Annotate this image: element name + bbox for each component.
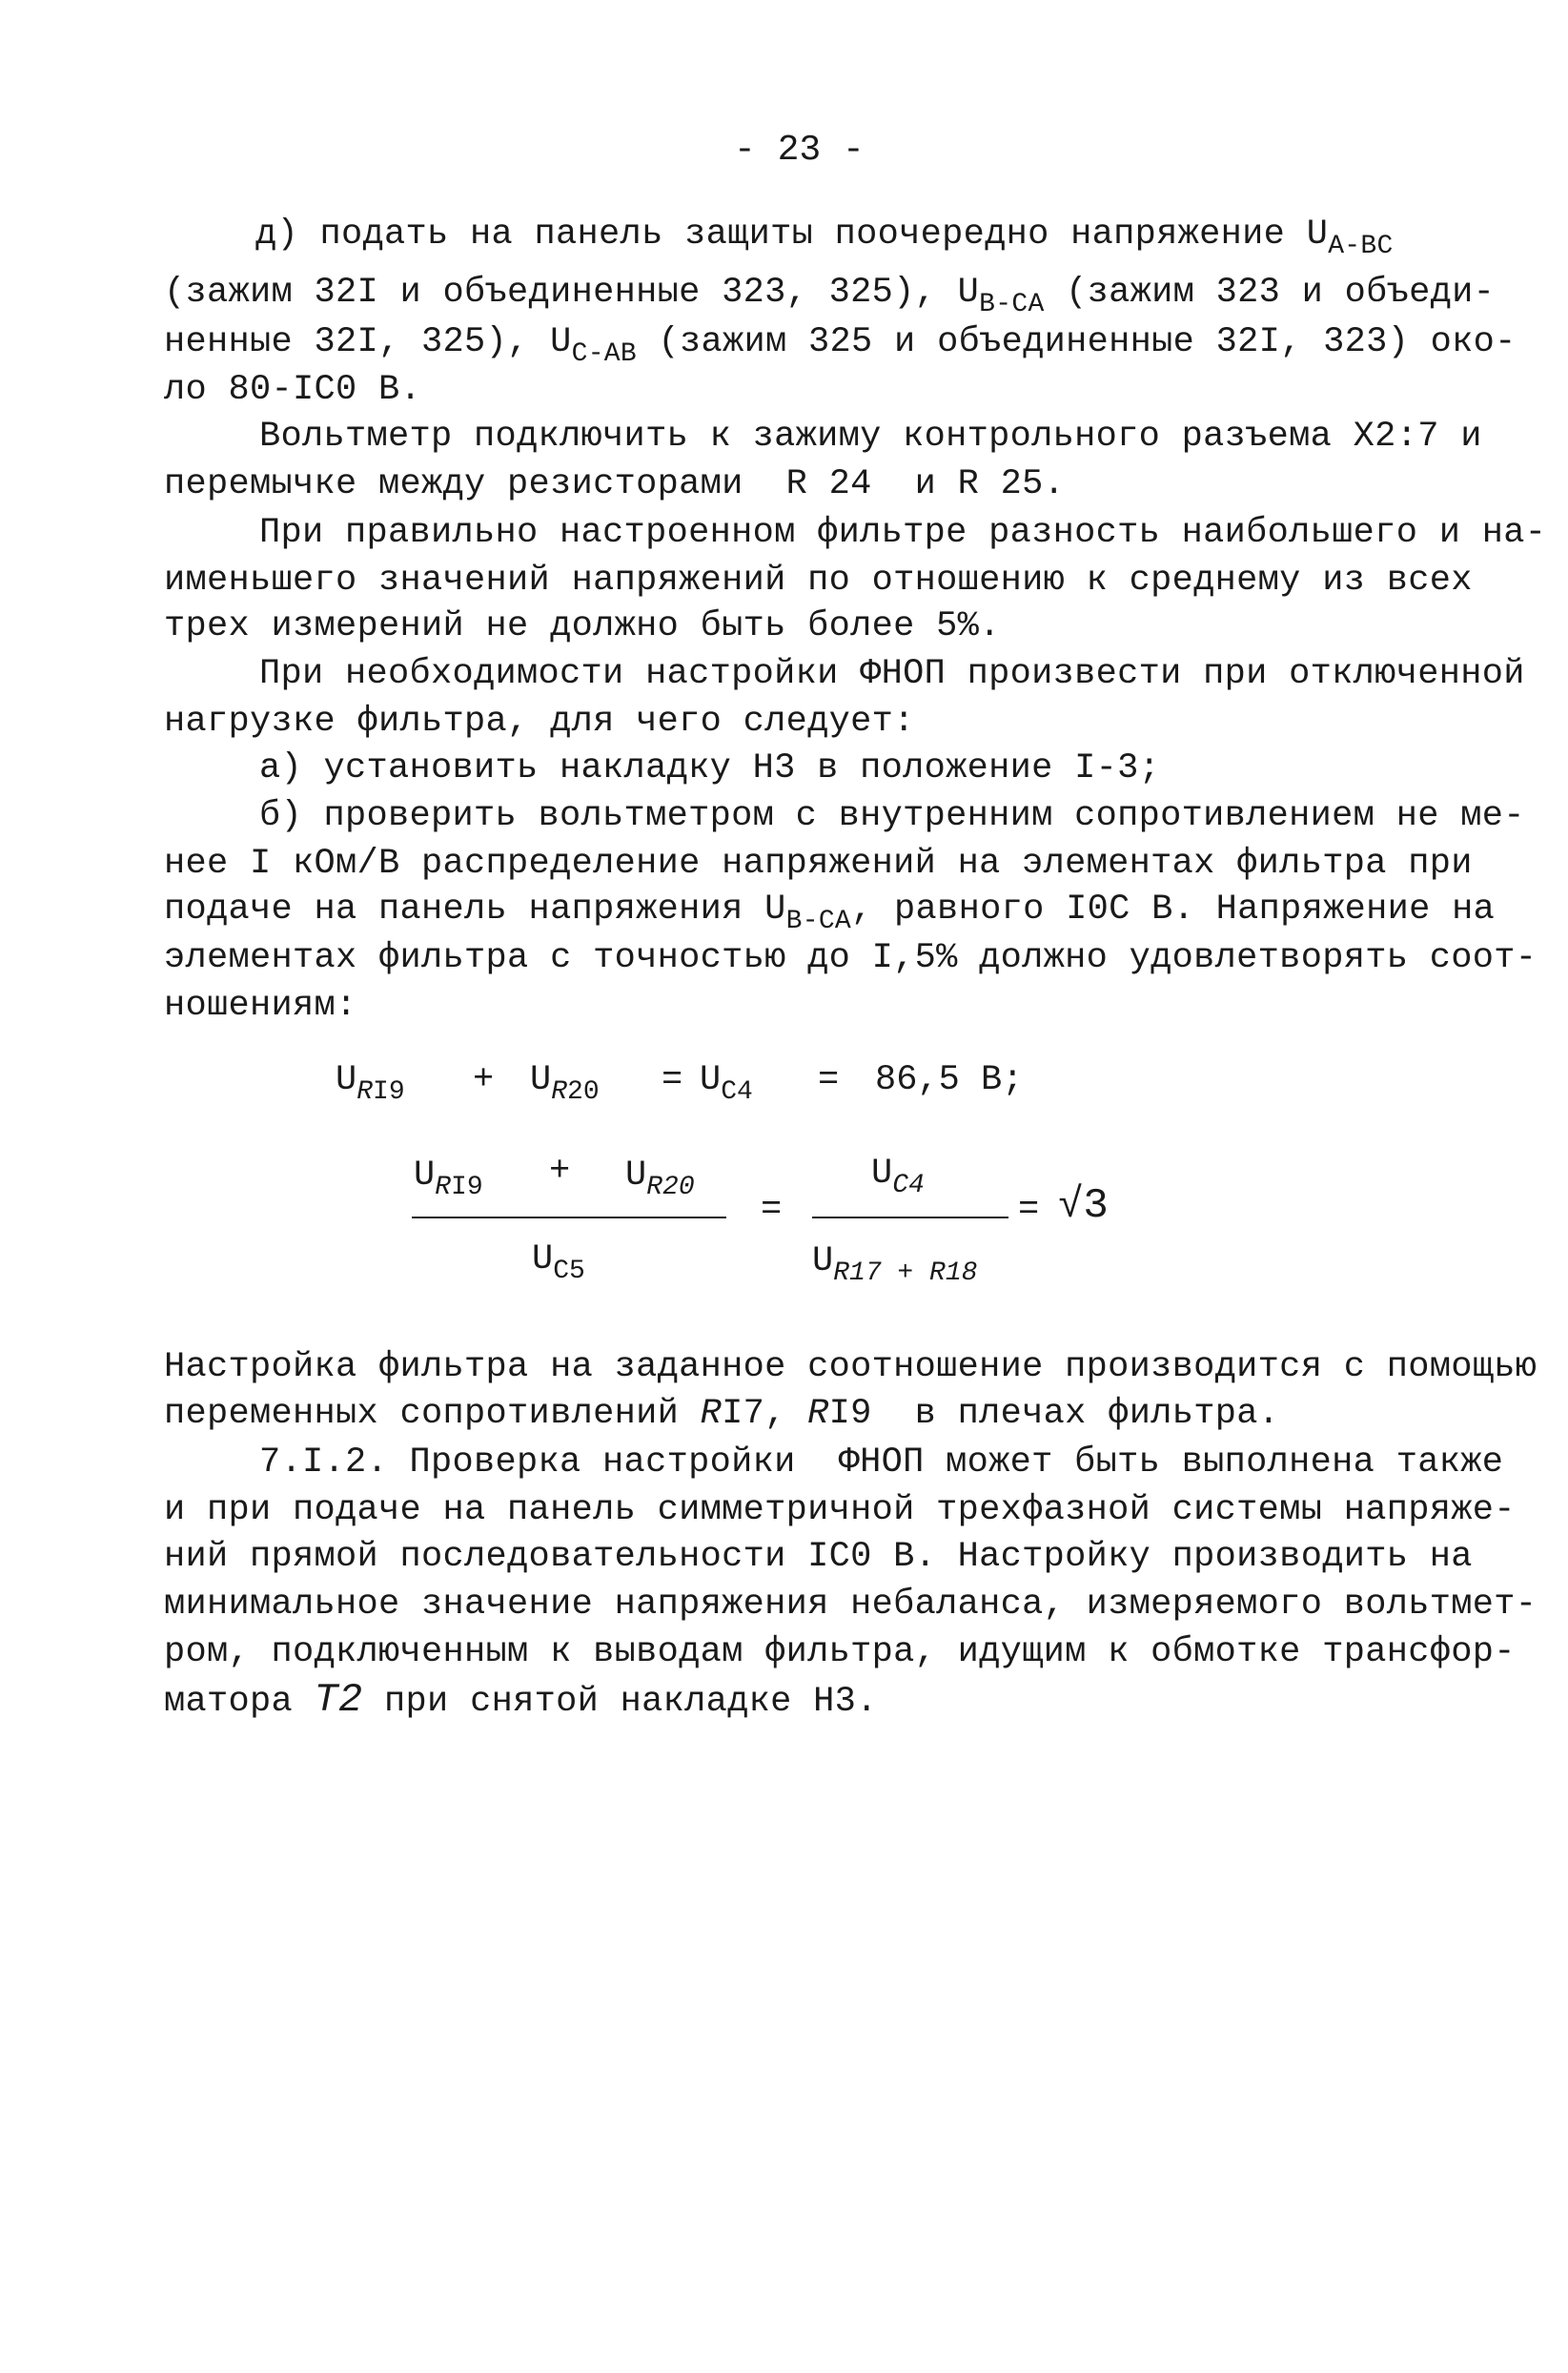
formula-2-numerator-term-2: $U_{R20}$ [625,1156,695,1202]
formula-1-term-1: $U_{RI9}$ [336,1060,405,1107]
p5-line-2: переменных сопротивлений RI7, RI9 в плечах фильтра. [164,1394,1280,1434]
p3-line-1: При правильно настроенном фильтре разность наибольшего и на- [259,513,1547,553]
formula-1-plus: + [473,1060,495,1100]
formula-2-equals-1: = [761,1190,783,1230]
p1-line-3: ненные 32I, 325), $U_{C-AB}$ (зажим 325 и объединенные 32I, 323) око- [164,322,1517,369]
p4-line-2: нагрузке фильтра, для чего следует: [164,702,915,742]
formula-2-fraction-bar-left [412,1217,726,1218]
formula-2-right-numerator: $U_{C4}$ [871,1154,925,1200]
p6-line-4: минимальное значение напряжения небаланса, измеряемого вольтмет- [164,1585,1537,1625]
formula-1-value: 86,5 В; [875,1060,1024,1100]
p1-line-1: д) подать на панель защиты поочередно напряжение $U_{A-BC}$ [255,215,1394,261]
p3-line-3: трех измерений не должно быть более 5%. [164,606,1001,646]
formula-1-equals-2: = [818,1060,840,1100]
p1-line-2: (зажим 32I и объединенные 323, 325), $U_{B-CA}$ (зажим 323 и объеди- [164,273,1496,319]
p6-line-6: матора T2 при снятой накладке Н3. [164,1677,878,1723]
formula-2-fraction-bar-right [812,1217,1008,1218]
p4-line-3: а) установить накладку Н3 в положение I-3; [259,748,1161,788]
p6-line-3: ний прямой последовательности IС0 В. Настройку производить на [164,1537,1473,1577]
p6-line-2: и при подаче на панель симметричной трехфазной системы напряже- [164,1490,1516,1530]
formula-2-sqrt-3: √3 [1058,1182,1109,1230]
formula-2-numerator-plus: + [549,1152,571,1192]
p2-line-2: перемычке между резисторами R 24 и R 25. [164,464,1066,504]
formula-1-term-2: $U_{R20}$ [530,1060,600,1107]
formula-2-denominator: $U_{C5}$ [532,1239,585,1286]
formula-2-numerator-term-1: $U_{RI9}$ [414,1156,483,1202]
p4-line-5: нее I кОм/В распределение напряжений на элементах фильтра при [164,844,1473,884]
formula-1-term-3: $U_{C4}$ [700,1060,753,1107]
p2-line-1: Вольтметр подключить к зажиму контрольного разъема X2:7 и [259,417,1482,457]
formula-1-equals-1: = [662,1060,683,1100]
p4-line-7: элементах фильтра с точностью до I,5% должно удовлетворять соот- [164,938,1537,978]
p3-line-2: именьшего значений напряжений по отношению к среднему из всех [164,561,1473,601]
p6-line-1: 7.I.2. Проверка настройки ФНОП может быть выполнена также [259,1442,1504,1483]
p1-line-4: ло 80-IC0 В. [164,370,422,410]
p4-line-4: б) проверить вольтметром с внутренним сопротивлением не ме- [259,796,1525,836]
formula-2-right-denominator: $U_{R17 + R18}$ [812,1241,978,1288]
p6-line-5: ром, подключенным к выводам фильтра, идущим к обмотке трансфор- [164,1632,1516,1672]
p4-line-1: При необходимости настройки ФНОП произвести при отключенной [259,654,1525,694]
p5-line-1: Настройка фильтра на заданное соотношение производится с помощью [164,1347,1537,1387]
p4-line-8: ношениям: [164,986,357,1026]
p4-line-6: подаче на панель напряжения $U_{B-CA}$, равного I0C В. Напряжение на [164,890,1496,936]
formula-2-equals-2: = [1018,1190,1040,1230]
page-number: - 23 - [734,130,865,171]
